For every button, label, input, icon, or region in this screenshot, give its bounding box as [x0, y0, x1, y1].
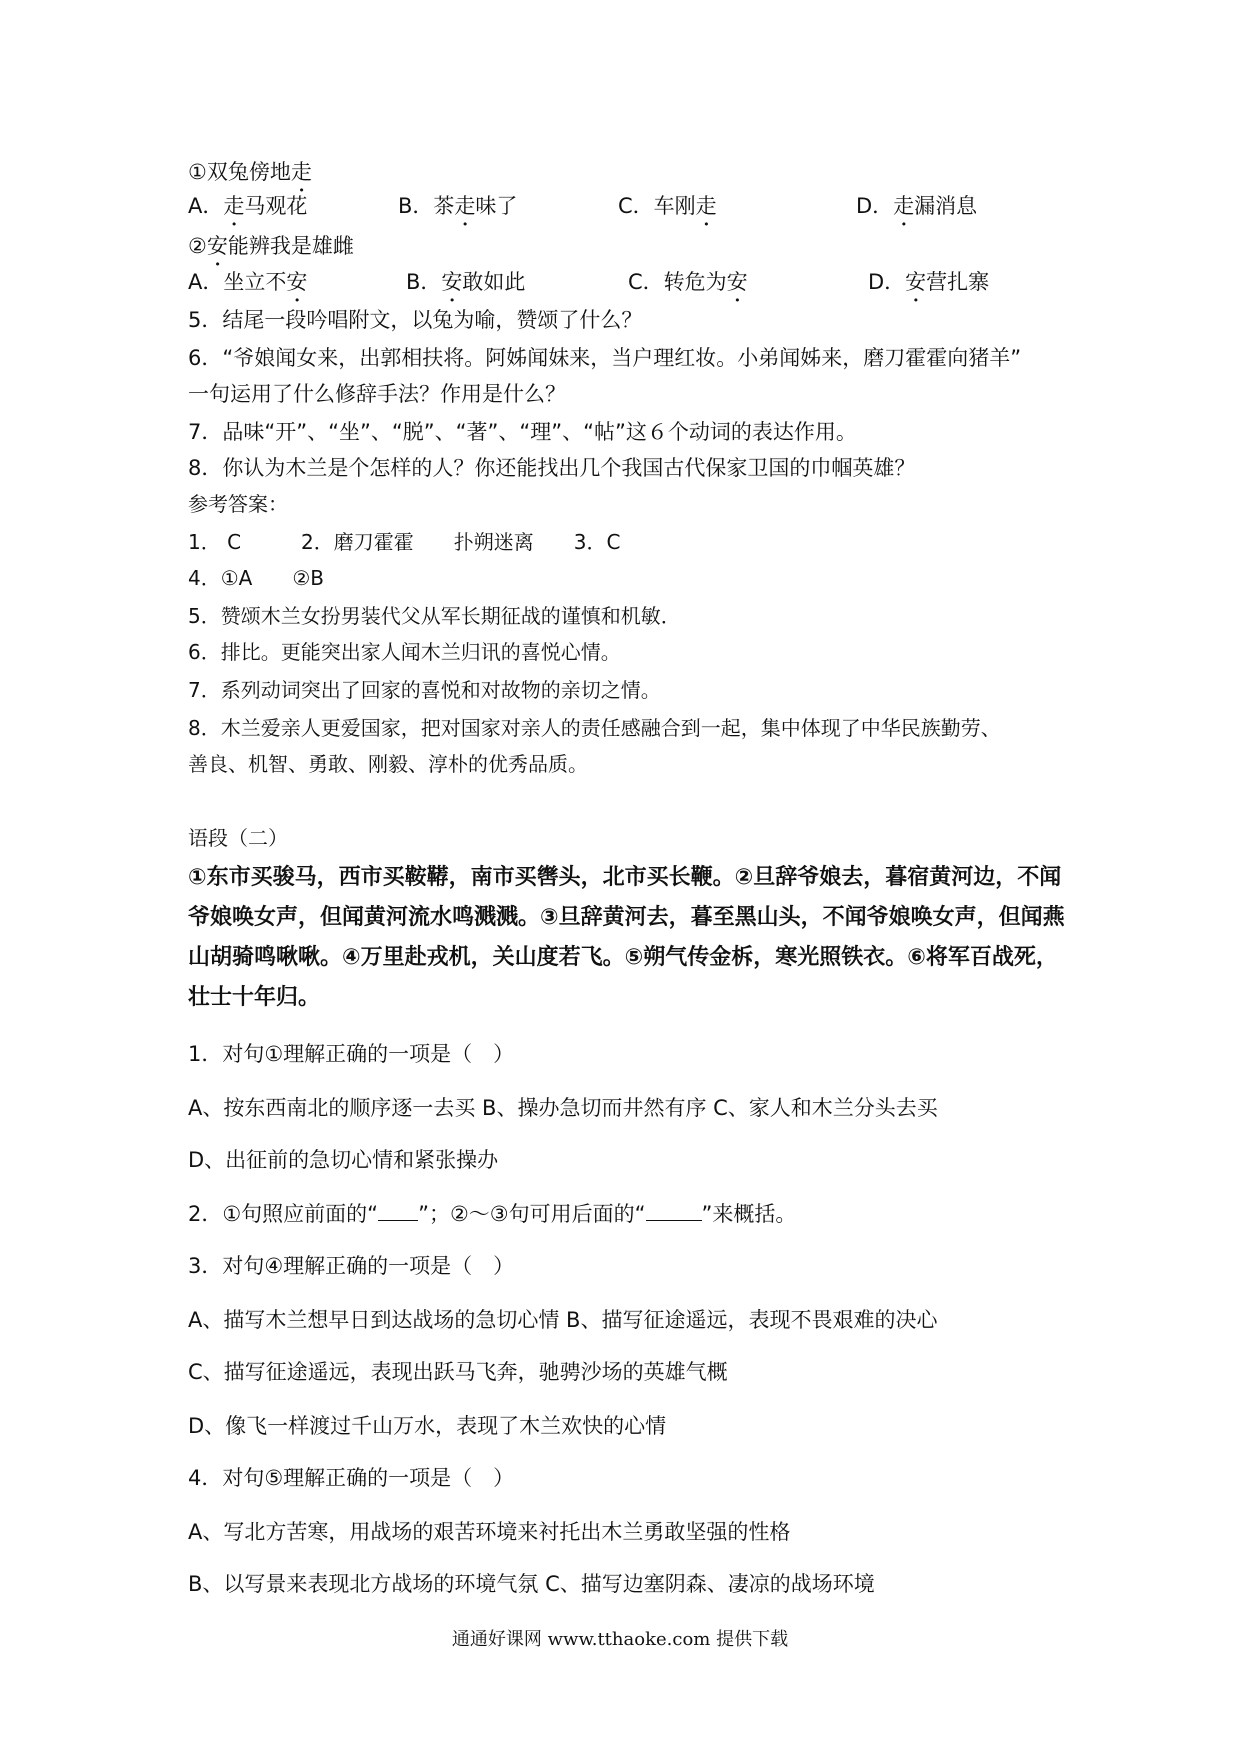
passage-line-1: ①东市买骏马，西市买鞍鞯，南市买辔头，北市买长鞭。②旦辞爷娘去，暮宿黄河边，不闻 — [188, 865, 1062, 890]
s2-question-1: 1．对句①理解正确的一项是（ ） — [188, 1042, 515, 1066]
s2-question-2: 2．①句照应前面的“ ”；②～③句可用后面的“ ”来概括。 — [188, 1202, 797, 1226]
question-5: 5．结尾一段吟唱附文，以兔为喻，赞颂了什么？ — [188, 308, 643, 332]
answer-blank-1[interactable] — [378, 1200, 418, 1221]
s2-question-3-option-d: D、像飞一样渡过千山万水，表现了木兰欢快的心情 — [188, 1414, 667, 1438]
answer-8-line-2: 善良、机智、勇敢、刚毅、淳朴的优秀品质。 — [188, 752, 588, 776]
s2-question-3-options-ab: A、描写木兰想早日到达战场的急切心情 B、描写征途遥远，表现不畏艰难的决心 — [188, 1308, 938, 1332]
sub-question-2: ②安能辨我是雄雌 — [188, 234, 354, 258]
option-b: B．茶走味了 — [398, 194, 518, 218]
emphasized-char: 走 — [290, 160, 312, 184]
question-8: 8．你认为木兰是个怎样的人？你还能找出几个我国古代保家卫国的巾帼英雄？ — [188, 456, 916, 480]
footer-download-credit: 通通好课网 www.tthaoke.com 提供下载 — [451, 1629, 789, 1650]
option-a: A．走马观花 — [188, 194, 308, 218]
answer-1-3: 1． C 2．磨刀霍霍 扑朔迷离 3．C — [188, 530, 621, 554]
option-c: C．转危为安 — [628, 270, 748, 294]
passage-line-2: 爷娘唤女声，但闻黄河流水鸣溅溅。③旦辞黄河去，暮至黑山头，不闻爷娘唤女声，但闻燕 — [188, 905, 1065, 930]
sub-question-1-text: ①双兔傍地 — [188, 160, 291, 184]
option-a: A．坐立不安 — [188, 270, 308, 294]
option-d: D．走漏消息 — [856, 194, 978, 218]
option-b: B．安敢如此 — [406, 270, 526, 294]
answers-heading: 参考答案： — [188, 492, 288, 516]
s2-question-3: 3．对句④理解正确的一项是（ ） — [188, 1254, 515, 1278]
passage-line-3: 山胡骑鸣啾啾。④万里赴戎机，关山度若飞。⑤朔气传金柝，寒光照铁衣。⑥将军百战死， — [188, 945, 1058, 970]
s2-question-3-option-c: C、描写征途遥远，表现出跃马飞奔，驰骋沙场的英雄气概 — [188, 1360, 728, 1384]
option-c: C．车刚走 — [618, 194, 717, 218]
answer-blank-2[interactable] — [646, 1200, 702, 1221]
s2-question-4: 4．对句⑤理解正确的一项是（ ） — [188, 1466, 515, 1490]
answer-6: 6．排比。更能突出家人闻木兰归讯的喜悦心情。 — [188, 640, 621, 664]
s2-question-1-options-abc: A、按东西南北的顺序逐一去买 B、操办急切而井然有序 C、家人和木兰分头去买 — [188, 1096, 938, 1120]
answer-8-line-1: 8．木兰爱亲人更爱国家，把对国家对亲人的责任感融合到一起，集中体现了中华民族勤劳、 — [188, 716, 1001, 740]
passage-line-4: 壮士十年归。 — [188, 985, 321, 1010]
answer-4: 4．①A ②B — [188, 566, 324, 590]
option-d: D．安营扎寨 — [868, 270, 990, 294]
section-title: 语段（二） — [188, 826, 288, 850]
answer-5: 5．赞颂木兰女扮男装代父从军长期征战的谨慎和机敏． — [188, 604, 681, 628]
question-6-line-1: 6．“爷娘闻女来，出郭相扶将。阿姊闻妹来，当户理红妆。小弟闻姊来，磨刀霍霍向猪羊” — [188, 346, 1022, 370]
s2-question-4-option-a: A、写北方苦寒，用战场的艰苦环境来衬托出木兰勇敢坚强的性格 — [188, 1520, 791, 1544]
question-6-line-2: 一句运用了什么修辞手法？作用是什么？ — [188, 382, 566, 406]
s2-question-1-option-d: D、出征前的急切心情和紧张操办 — [188, 1148, 499, 1172]
question-7: 7．品味“开”、“坐”、“脱”、“著”、“理”、“帖”这６个动词的表达作用。 — [188, 420, 857, 444]
emphasized-char: 安 — [206, 234, 228, 258]
s2-question-4-options-bc: B、以写景来表现北方战场的环境气氛 C、描写边塞阴森、凄凉的战场环境 — [188, 1572, 875, 1596]
answer-7: 7．系列动词突出了回家的喜悦和对故物的亲切之情。 — [188, 678, 661, 702]
